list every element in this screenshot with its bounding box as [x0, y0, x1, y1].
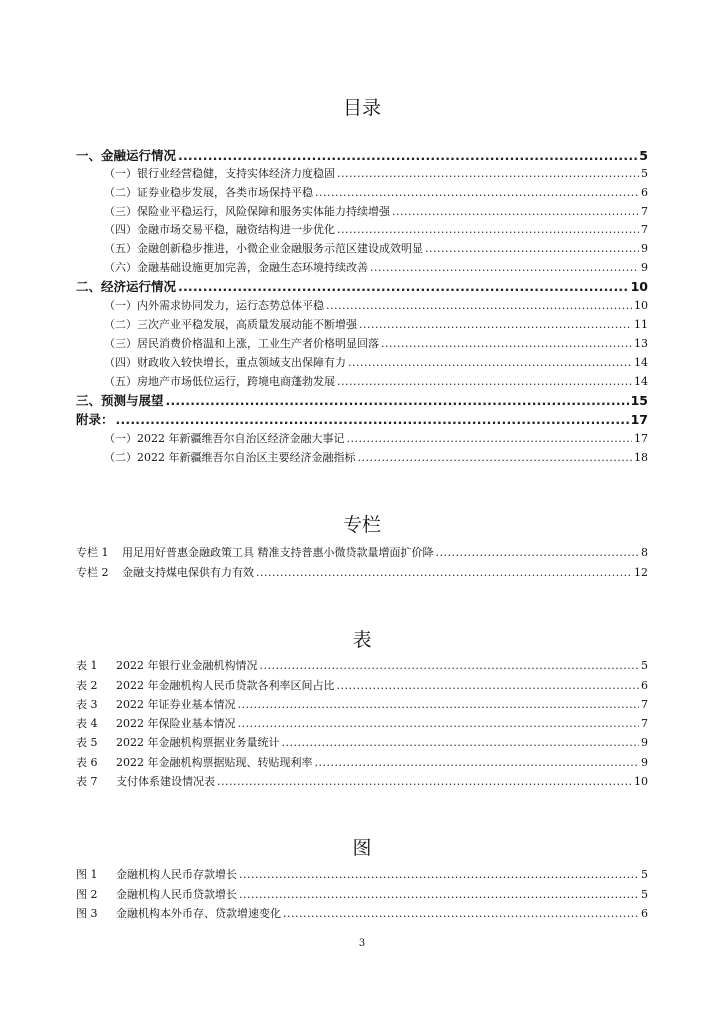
figure-entry-number: 图 3: [76, 907, 98, 920]
column-entry[interactable]: [76, 564, 648, 582]
toc-entry-label: （五）金融创新稳步推进，小微企业金融服务示范区建设成效明显: [104, 242, 423, 255]
table-entry[interactable]: [76, 696, 648, 714]
toc-entry-label: （一）银行业经营稳健，支持实体经济力度稳固: [104, 167, 335, 180]
toc-entry-page: 6: [641, 186, 648, 199]
toc-entry-label: （三）居民消费价格温和上涨，工业生产者价格明显回落: [104, 337, 379, 350]
figure-entry-label: 金融机构人民币贷款增长: [116, 888, 237, 901]
toc-entry-label: （二）证券业稳步发展，各类市场保持平稳: [104, 186, 313, 199]
toc-entry[interactable]: [104, 373, 648, 391]
leader-dots: [256, 564, 632, 582]
figure-entry-label: 金融机构本外币存、贷款增速变化: [116, 907, 281, 920]
leader-dots: [178, 278, 629, 296]
table-entry-number: 表 3: [76, 698, 98, 711]
table-entry-number: 表 4: [76, 717, 98, 730]
toc-entry-page: 14: [634, 356, 648, 369]
toc-entry-page: 7: [641, 205, 648, 218]
column-entry-label: 用足用好普惠金融政策工具 精准支持普惠小微贷款量增面扩价降: [122, 546, 434, 559]
leader-dots: [337, 165, 639, 183]
toc-entry[interactable]: [104, 449, 648, 467]
leader-dots: [116, 411, 629, 429]
leader-dots: [358, 449, 633, 467]
leader-dots: [326, 297, 632, 315]
leader-dots: [337, 677, 640, 695]
toc-entry-page: 10: [634, 299, 648, 312]
table-entry[interactable]: [76, 734, 648, 752]
figure-entry-page: 6: [641, 907, 648, 920]
toc-entry-label: 附录：: [76, 412, 114, 427]
toc-entry-page: 17: [630, 412, 648, 427]
leader-dots: [238, 696, 640, 714]
leader-dots: [260, 657, 640, 675]
toc-entry[interactable]: [104, 165, 648, 183]
leader-dots: [282, 734, 640, 752]
table-entry-number: 表 5: [76, 736, 98, 749]
leader-dots: [337, 221, 639, 239]
toc-entry[interactable]: [104, 221, 648, 239]
toc-entry-label: （二）三次产业平稳发展，高质量发展动能不断增强: [104, 318, 357, 331]
figure-entry-page: 5: [641, 868, 648, 881]
leader-dots: [166, 392, 629, 410]
figures-section-title: 图: [352, 837, 372, 859]
column-entry-label: 金融支持煤电保供有力有效: [122, 566, 254, 579]
table-entry[interactable]: [76, 715, 648, 733]
table-entry-number: 表 2: [76, 679, 98, 692]
table-entry[interactable]: [76, 773, 648, 791]
toc-entry[interactable]: [104, 184, 648, 202]
figure-entry[interactable]: [76, 905, 648, 923]
table-entry-page: 10: [634, 775, 648, 788]
table-entry-number: 表 6: [76, 756, 98, 769]
toc-entry-label: （三）保险业平稳运行，风险保障和服务实体能力持续增强: [104, 205, 390, 218]
leader-dots: [217, 773, 632, 791]
leader-dots: [370, 259, 639, 277]
figure-entry-number: 图 2: [76, 888, 98, 901]
toc-entry-page: 7: [641, 223, 648, 236]
toc-entry[interactable]: [76, 147, 648, 165]
leader-dots: [178, 147, 637, 165]
table-entry-label: 2022 年银行业金融机构情况: [116, 659, 258, 672]
toc-entry-label: （二）2022 年新疆维吾尔自治区主要经济金融指标: [104, 451, 356, 464]
table-entry-label: 2022 年金融机构人民币贷款各利率区间占比: [116, 679, 335, 692]
leader-dots: [315, 754, 640, 772]
toc-entry-page: 13: [634, 337, 648, 350]
toc-entry[interactable]: [104, 354, 648, 372]
toc-entry-label: （六）金融基础设施更加完善，金融生态环境持续改善: [104, 261, 368, 274]
toc-entry-label: （一）2022 年新疆维吾尔自治区经济金融大事记: [104, 432, 345, 445]
column-entry-page: 8: [641, 546, 648, 559]
leader-dots: [315, 184, 639, 202]
table-entry-page: 7: [641, 698, 648, 711]
leader-dots: [238, 715, 640, 733]
table-entry-page: 6: [641, 679, 648, 692]
toc-entry-page: 9: [641, 242, 648, 255]
toc-entry-label: 三、预测与展望: [76, 393, 164, 408]
table-entry-page: 9: [641, 736, 648, 749]
figure-entry-page: 5: [641, 888, 648, 901]
table-entry-number: 表 7: [76, 775, 98, 788]
toc-entry-page: 5: [641, 167, 648, 180]
figure-entry[interactable]: [76, 866, 648, 884]
toc-entry-label: （一）内外需求协同发力，运行态势总体平稳: [104, 299, 324, 312]
toc-entry-page: 5: [639, 148, 648, 163]
toc-entry-page: 15: [630, 393, 648, 408]
leader-dots: [347, 430, 633, 448]
toc-entry[interactable]: [104, 203, 648, 221]
toc-entry-page: 18: [634, 451, 648, 464]
leader-dots: [425, 240, 639, 258]
table-entry-label: 2022 年金融机构票据业务量统计: [116, 736, 280, 749]
table-entry[interactable]: [76, 754, 648, 772]
toc-entry-page: 11: [634, 318, 648, 331]
leader-dots: [239, 866, 639, 884]
leader-dots: [239, 886, 639, 904]
toc-entry[interactable]: [76, 278, 648, 296]
column-entry-page: 12: [634, 566, 648, 579]
toc-entry-label: （五）房地产市场低位运行，跨境电商蓬勃发展: [104, 375, 335, 388]
leader-dots: [381, 335, 632, 353]
toc-entry-page: 9: [641, 261, 648, 274]
columns-section-title: 专栏: [342, 514, 381, 536]
toc-entry-page: 10: [630, 279, 648, 294]
leader-dots: [392, 203, 639, 221]
toc-entry[interactable]: [104, 335, 648, 353]
table-entry-page: 9: [641, 756, 648, 769]
table-entry-label: 2022 年保险业基本情况: [116, 717, 236, 730]
figure-entry-number: 图 1: [76, 868, 98, 881]
toc-entry-label: 二、经济运行情况: [76, 279, 177, 294]
toc-entry[interactable]: [76, 411, 648, 429]
column-entry[interactable]: [76, 544, 648, 562]
figure-entry-label: 金融机构人民币存款增长: [116, 868, 237, 881]
toc-entry[interactable]: [76, 392, 648, 410]
table-entry-label: 2022 年金融机构票据贴现、转贴现利率: [116, 756, 313, 769]
toc-entry-page: 17: [634, 432, 648, 445]
toc-entry[interactable]: [104, 297, 648, 315]
toc-title: 目录: [342, 97, 381, 119]
table-entry-label: 2022 年证券业基本情况: [116, 698, 236, 711]
leader-dots: [283, 905, 639, 923]
toc-entry[interactable]: [104, 240, 648, 258]
column-entry-number: 专栏 2: [76, 566, 109, 579]
table-entry-page: 7: [641, 717, 648, 730]
toc-entry-label: （四）金融市场交易平稳，融资结构进一步优化: [104, 223, 335, 236]
toc-entry-label: （四）财政收入较快增长，重点领域支出保障有力: [104, 356, 346, 369]
page-number: 3: [358, 938, 366, 949]
toc-entry[interactable]: [104, 430, 648, 448]
toc-entry[interactable]: [104, 259, 648, 277]
toc-entry-page: 14: [634, 375, 648, 388]
leader-dots: [359, 316, 632, 334]
table-entry[interactable]: [76, 657, 648, 675]
toc-entry-label: 一、金融运行情况: [76, 148, 177, 163]
table-entry-number: 表 1: [76, 659, 98, 672]
leader-dots: [337, 373, 632, 391]
toc-entry[interactable]: [104, 316, 648, 334]
table-entry-label: 支付体系建设情况表: [116, 775, 215, 788]
figure-entry[interactable]: [76, 886, 648, 904]
table-entry[interactable]: [76, 677, 648, 695]
tables-section-title: 表: [352, 629, 372, 651]
column-entry-number: 专栏 1: [76, 546, 109, 559]
leader-dots: [348, 354, 632, 372]
table-entry-page: 5: [641, 659, 648, 672]
leader-dots: [436, 544, 640, 562]
